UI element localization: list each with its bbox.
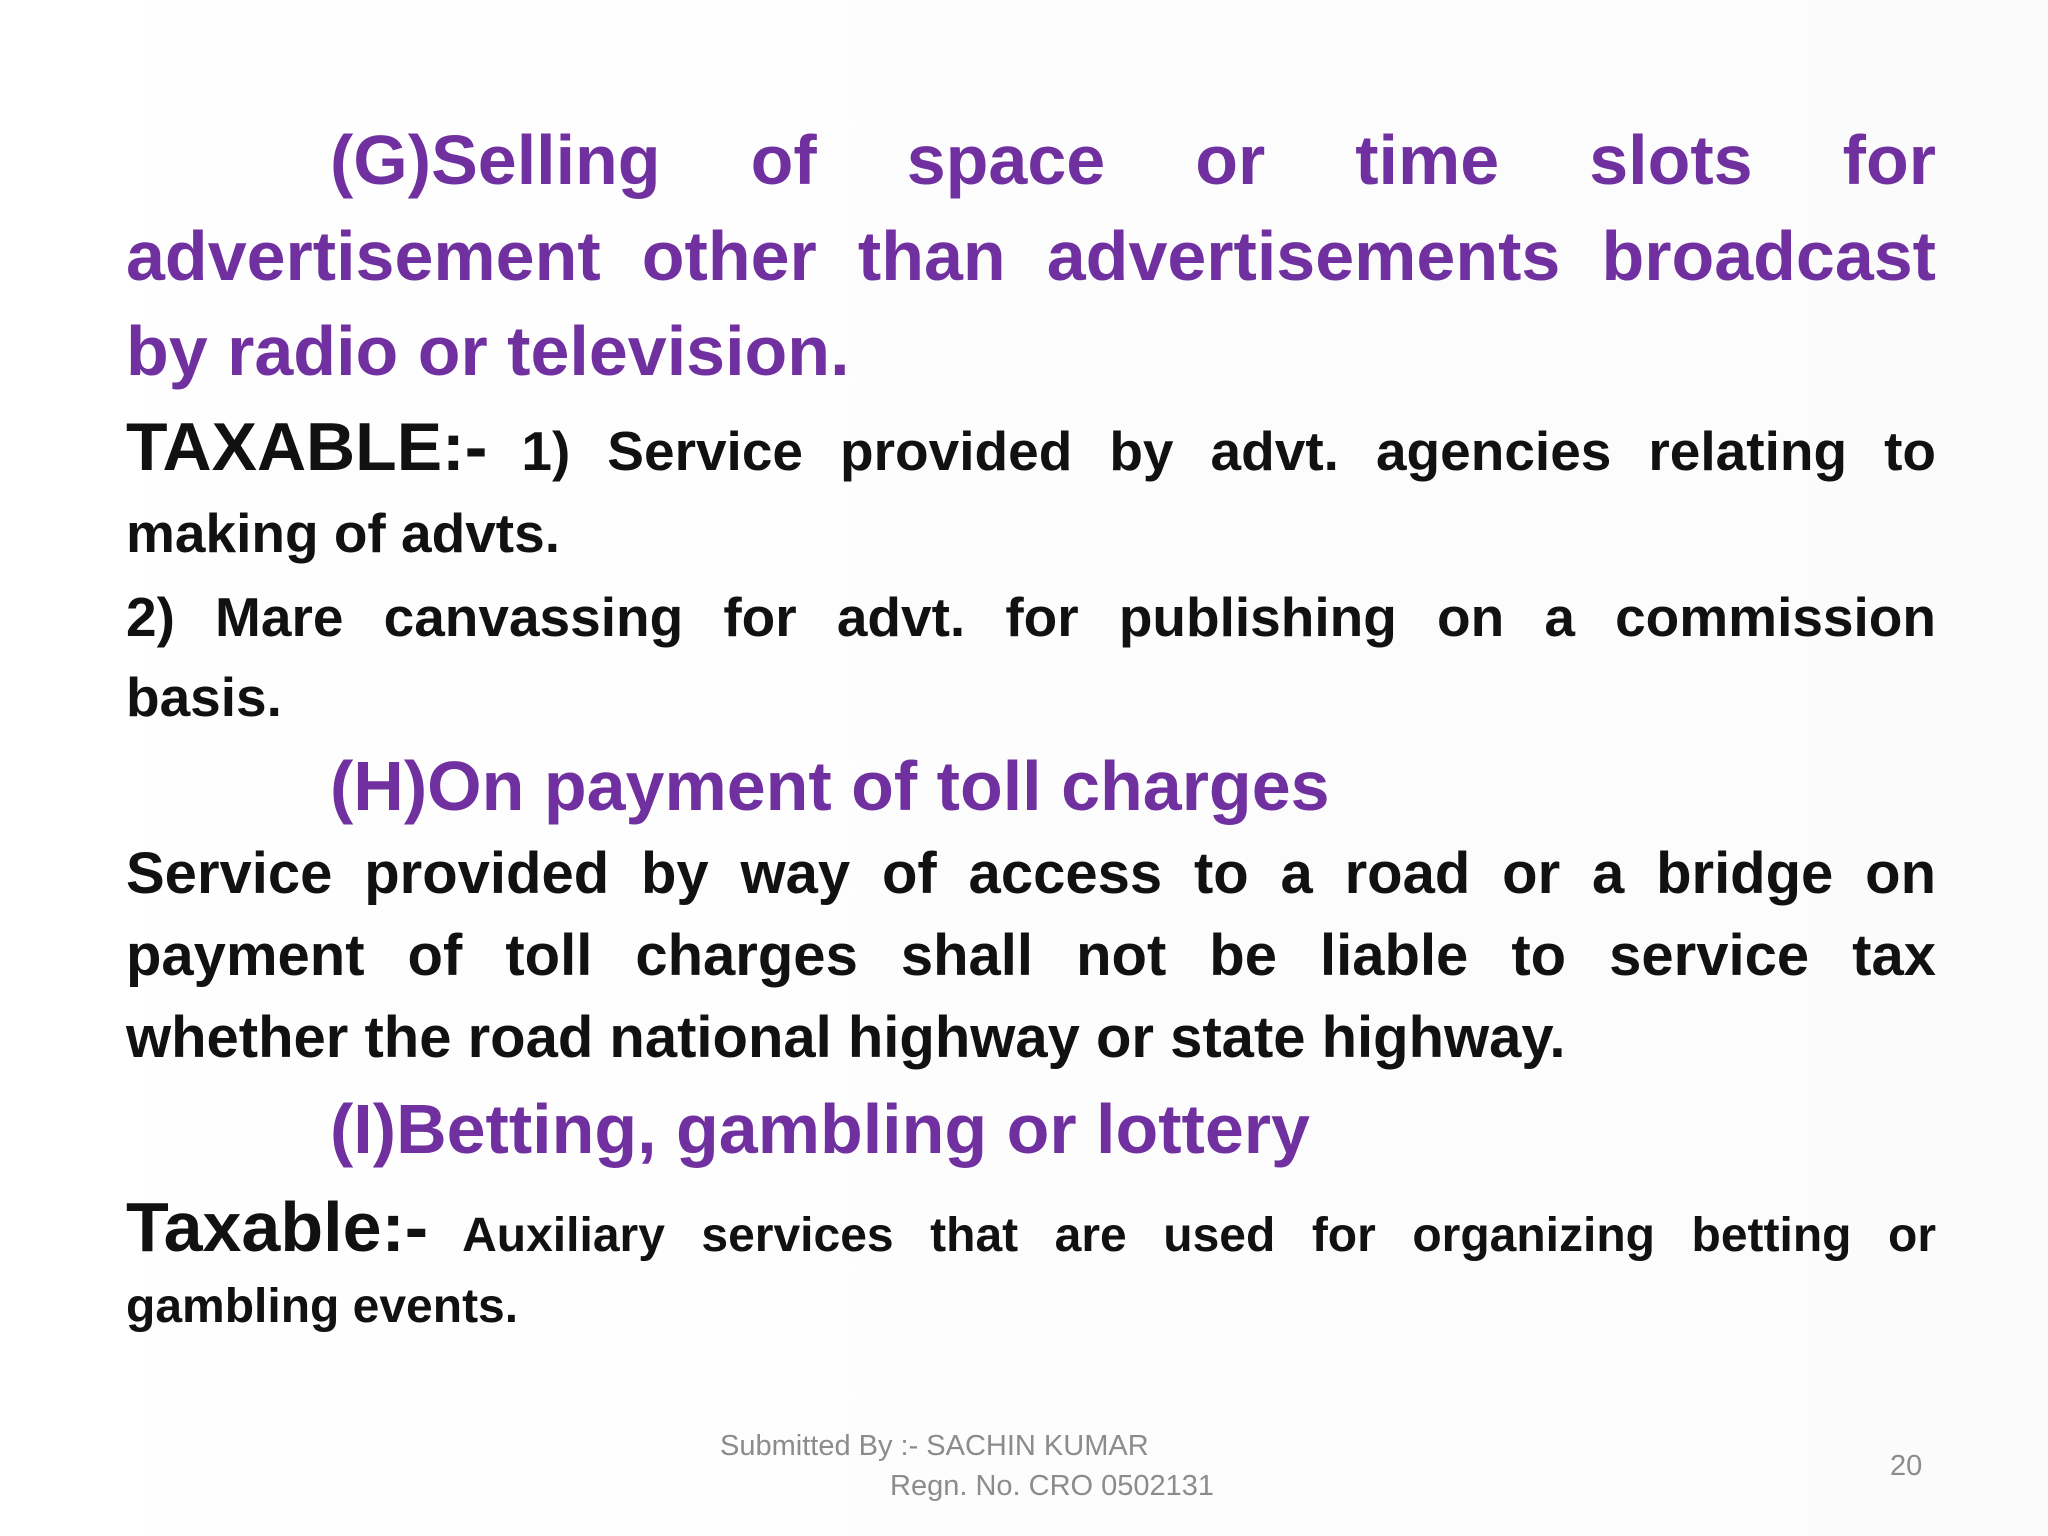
footer-submitted-by: Submitted By :- SACHIN KUMAR [720, 1430, 1149, 1462]
taxable-label-i: Taxable:- [126, 1188, 429, 1266]
section-g-heading-line3: by radio or television. [126, 312, 850, 390]
taxable-label: TAXABLE:- [126, 409, 488, 485]
section-h-line1: Service provided by way of access to a road or a bridge on [126, 841, 1936, 906]
section-g-word: (G)Selling [330, 121, 661, 199]
section-i-taxable-line2: gambling events. [126, 1280, 519, 1333]
section-g-word: space [906, 121, 1106, 199]
taxable-g-item2-line1: 2) Mare canvassing for advt. for publishing on a commission [126, 586, 1936, 648]
taxable-g-item2-line2: basis. [126, 666, 282, 728]
section-g-word: for [1842, 121, 1936, 199]
section-g-word: or [1195, 121, 1266, 199]
section-g-word: time [1355, 121, 1500, 199]
section-h-line3: whether the road national highway or state highway. [126, 1005, 1566, 1070]
section-i-taxable [126, 1184, 1936, 1279]
section-i-heading: (I)Betting, gambling or lottery [330, 1090, 1310, 1168]
page-number: 20 [1890, 1450, 1923, 1482]
section-g-heading-line1 [330, 112, 1936, 208]
taxable-g-item1-line2: making of advts. [126, 502, 560, 564]
section-g-heading-line2: advertisement other than advertisements broadcast [126, 217, 1936, 295]
taxable-g-item1 [126, 406, 1936, 492]
section-g-word: of [750, 121, 817, 199]
section-h-line2: payment of toll charges shall not be liable to service tax [126, 923, 1936, 988]
section-g-word: slots [1589, 121, 1753, 199]
taxable-item1-line1: 1) Service provided by advt. agencies relating to [521, 420, 1936, 482]
section-h-heading: (H)On payment of toll charges [330, 747, 1330, 825]
section-i-taxable-line1: Auxiliary services that are used for organizing betting or [462, 1209, 1936, 1262]
footer-regn: Regn. No. CRO 0502131 [890, 1470, 1215, 1502]
